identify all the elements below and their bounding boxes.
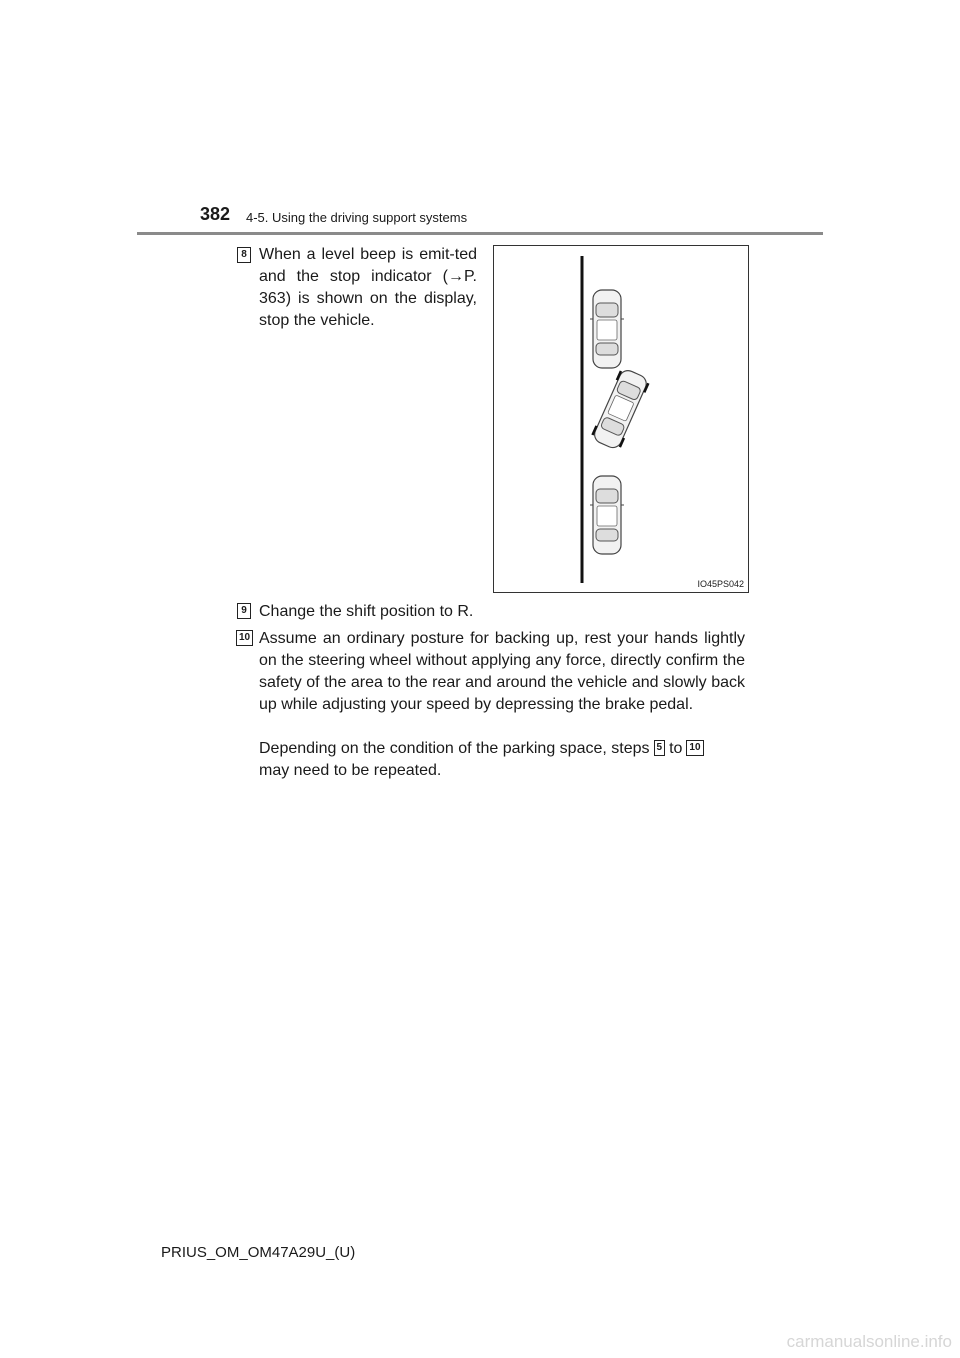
step-9-text: Change the shift position to R. [259,603,474,620]
step-ref-10[interactable]: 10 [686,740,703,756]
watermark: carmanualsonline.info [786,1332,952,1351]
step-badge-8: 8 [237,247,251,263]
step-ref-5[interactable]: 5 [654,740,666,756]
step-badge-9: 9 [237,603,251,619]
figure-code: IO45PS042 [697,579,744,589]
step-8-text: When a level beep is emit-ted and the stop indicator (→P. 363) is shown on the display, stop the vehicle. [259,246,477,329]
parking-figure [493,245,749,593]
step-badge-10: 10 [236,630,253,646]
section-title: 4-5. Using the driving support systems [246,210,468,225]
step-10-extra-after: may need to be repeated. [259,762,442,779]
parking-diagram [494,246,750,594]
parked-car-rear [590,476,624,554]
parked-car-front [590,290,624,368]
maneuvering-car [591,367,650,450]
step-10-extra [259,738,745,782]
header-rule [137,232,823,235]
step-10-extra-before: Depending on the condition of the parking space, steps [259,740,650,757]
step-10-extra-mid: to [669,740,683,757]
page-number: 382 [200,204,231,224]
footer-doc-id: PRIUS_OM_OM47A29U_(U) [161,1244,356,1261]
step-10-text: Assume an ordinary posture for backing up, rest your hands lightly on the steering wheel without applying any force, directly confirm the safety of the area to the rear and around the vehicle and slowly back up while adjusting your speed by depressing the brake pedal. [259,630,745,713]
